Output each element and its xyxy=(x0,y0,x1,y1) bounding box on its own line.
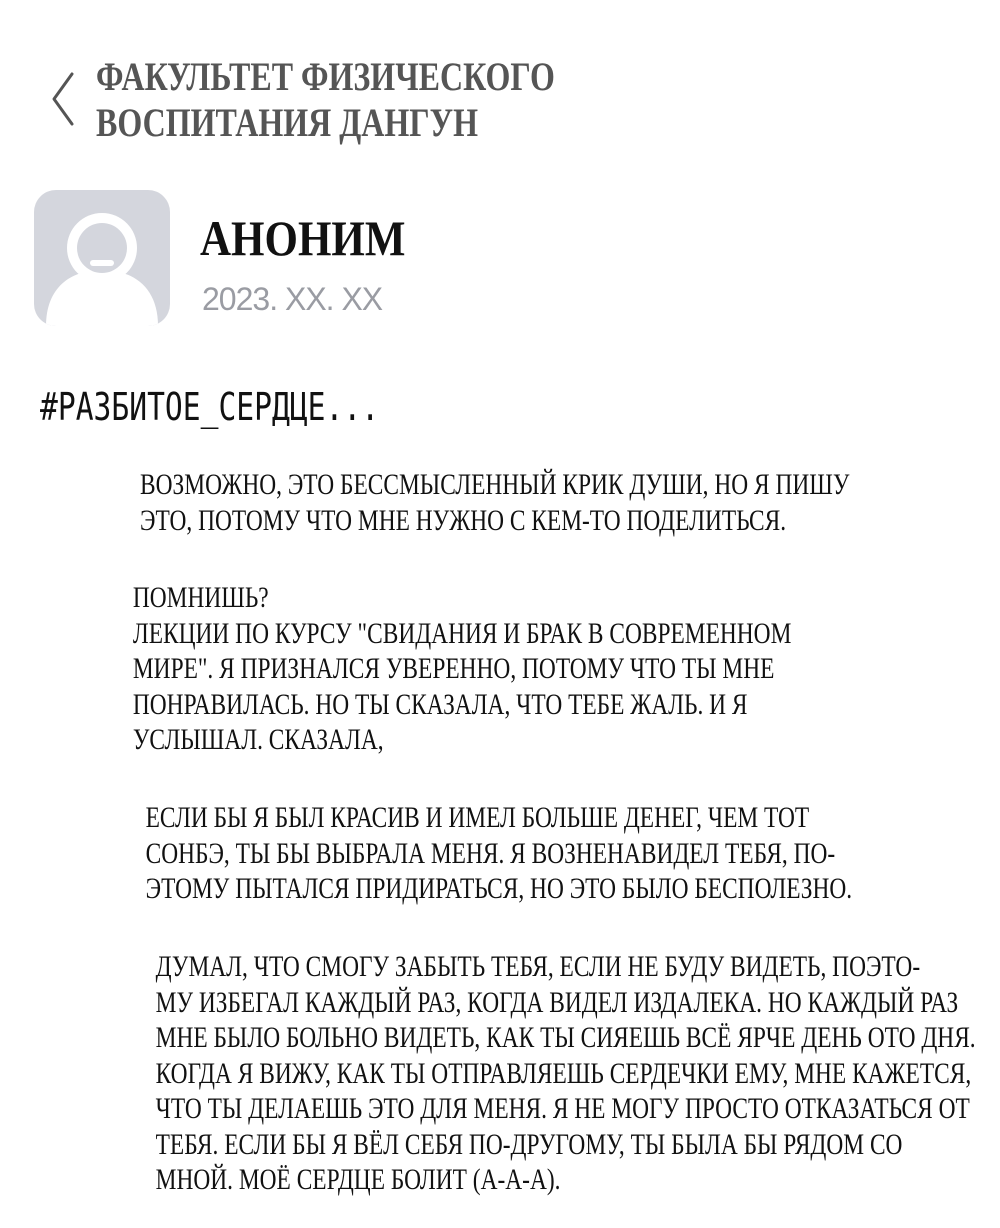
text-line: ВОЗМОЖНО, ЭТО БЕССМЫСЛЕННЫЙ КРИК ДУШИ, НО Я ПИШУ xyxy=(140,468,850,501)
page-title-line-2: ВОСПИТАНИЯ ДАНГУН xyxy=(96,100,479,145)
user-placeholder-icon xyxy=(34,190,170,326)
text-line: СОНБЭ, ТЫ БЫ ВЫБРАЛА МЕНЯ. Я ВОЗНЕНАВИДЕЛ ТЕБЯ, ПО- xyxy=(145,836,836,870)
text-line: ТЕБЯ. ЕСЛИ БЫ Я ВЁЛ СЕБЯ ПО-ДРУГОМУ, ТЫ БЫЛА БЫ РЯДОМ СО xyxy=(155,1127,903,1161)
post-paragraph-2 xyxy=(133,580,792,758)
text-line: ЛЕКЦИИ ПО КУРСУ "СВИДАНИЯ И БРАК В СОВРЕМЕННОМ xyxy=(132,616,792,650)
text-line: КОГДА Я ВИЖУ, КАК ТЫ ОТПРАВЛЯЕШЬ СЕРДЕЧКИ ЕМУ, МНЕ КАЖЕТСЯ, xyxy=(155,1056,972,1090)
text-line: МНОЙ. МОЁ СЕРДЦЕ БОЛИТ (А-А-А). xyxy=(155,1163,561,1196)
text-line: МНЕ БЫЛО БОЛЬНО ВИДЕТЬ, КАК ТЫ СИЯЕШЬ ВСЁ ЯРЧЕ ДЕНЬ ОТО ДНЯ. xyxy=(155,1021,976,1054)
text-line: ЭТО, ПОТОМУ ЧТО МНЕ НУЖНО С КЕМ-ТО ПОДЕЛИТЬСЯ. xyxy=(140,503,787,537)
text-line: ЧТО ТЫ ДЕЛАЕШЬ ЭТО ДЛЯ МЕНЯ. Я НЕ МОГУ ПРОСТО ОТКАЗАТЬСЯ ОТ xyxy=(155,1092,970,1125)
chevron-left-icon xyxy=(48,70,78,128)
text-line: МИРЕ". Я ПРИЗНАЛСЯ УВЕРЕННО, ПОТОМУ ЧТО ТЫ МНЕ xyxy=(132,652,775,685)
back-button[interactable] xyxy=(48,70,78,128)
text-line: МУ ИЗБЕГАЛ КАЖДЫЙ РАЗ, КОГДА ВИДЕЛ ИЗДАЛЕКА. НО КАЖДЫЙ РАЗ xyxy=(155,985,959,1019)
text-line: ДУМАЛ, ЧТО СМОГУ ЗАБЫТЬ ТЕБЯ, ЕСЛИ НЕ БУДУ ВИДЕТЬ, ПОЭТО- xyxy=(155,950,921,983)
post-date: 2023. XX. XX xyxy=(202,281,383,317)
author-name[interactable]: АНОНИМ xyxy=(200,210,406,266)
avatar[interactable] xyxy=(34,190,170,326)
text-line: ЕСЛИ БЫ Я БЫЛ КРАСИВ И ИМЕЛ БОЛЬШЕ ДЕНЕГ, ЧЕМ ТОТ xyxy=(145,801,810,834)
page-title-line-1: ФАКУЛЬТЕТ ФИЗИЧЕСКОГО xyxy=(96,54,555,99)
post-tag[interactable]: #РАЗБИТОЕ_СЕРДЦЕ... xyxy=(40,385,380,429)
post-paragraph-3 xyxy=(146,800,853,907)
page-title xyxy=(96,54,555,146)
text-line: ПОМНИШЬ? xyxy=(132,581,269,614)
post-paragraph-4 xyxy=(156,949,976,1198)
text-line: УСЛЫШАЛ. СКАЗАЛА, xyxy=(132,723,384,756)
text-line: ПОНРАВИЛАСЬ. НО ТЫ СКАЗАЛА, ЧТО ТЕБЕ ЖАЛЬ. И Я xyxy=(132,687,748,721)
text-line: ЭТОМУ ПЫТАЛСЯ ПРИДИРАТЬСЯ, НО ЭТО БЫЛО БЕСПОЛЕЗНО. xyxy=(145,872,853,905)
post-paragraph-1 xyxy=(140,467,849,538)
